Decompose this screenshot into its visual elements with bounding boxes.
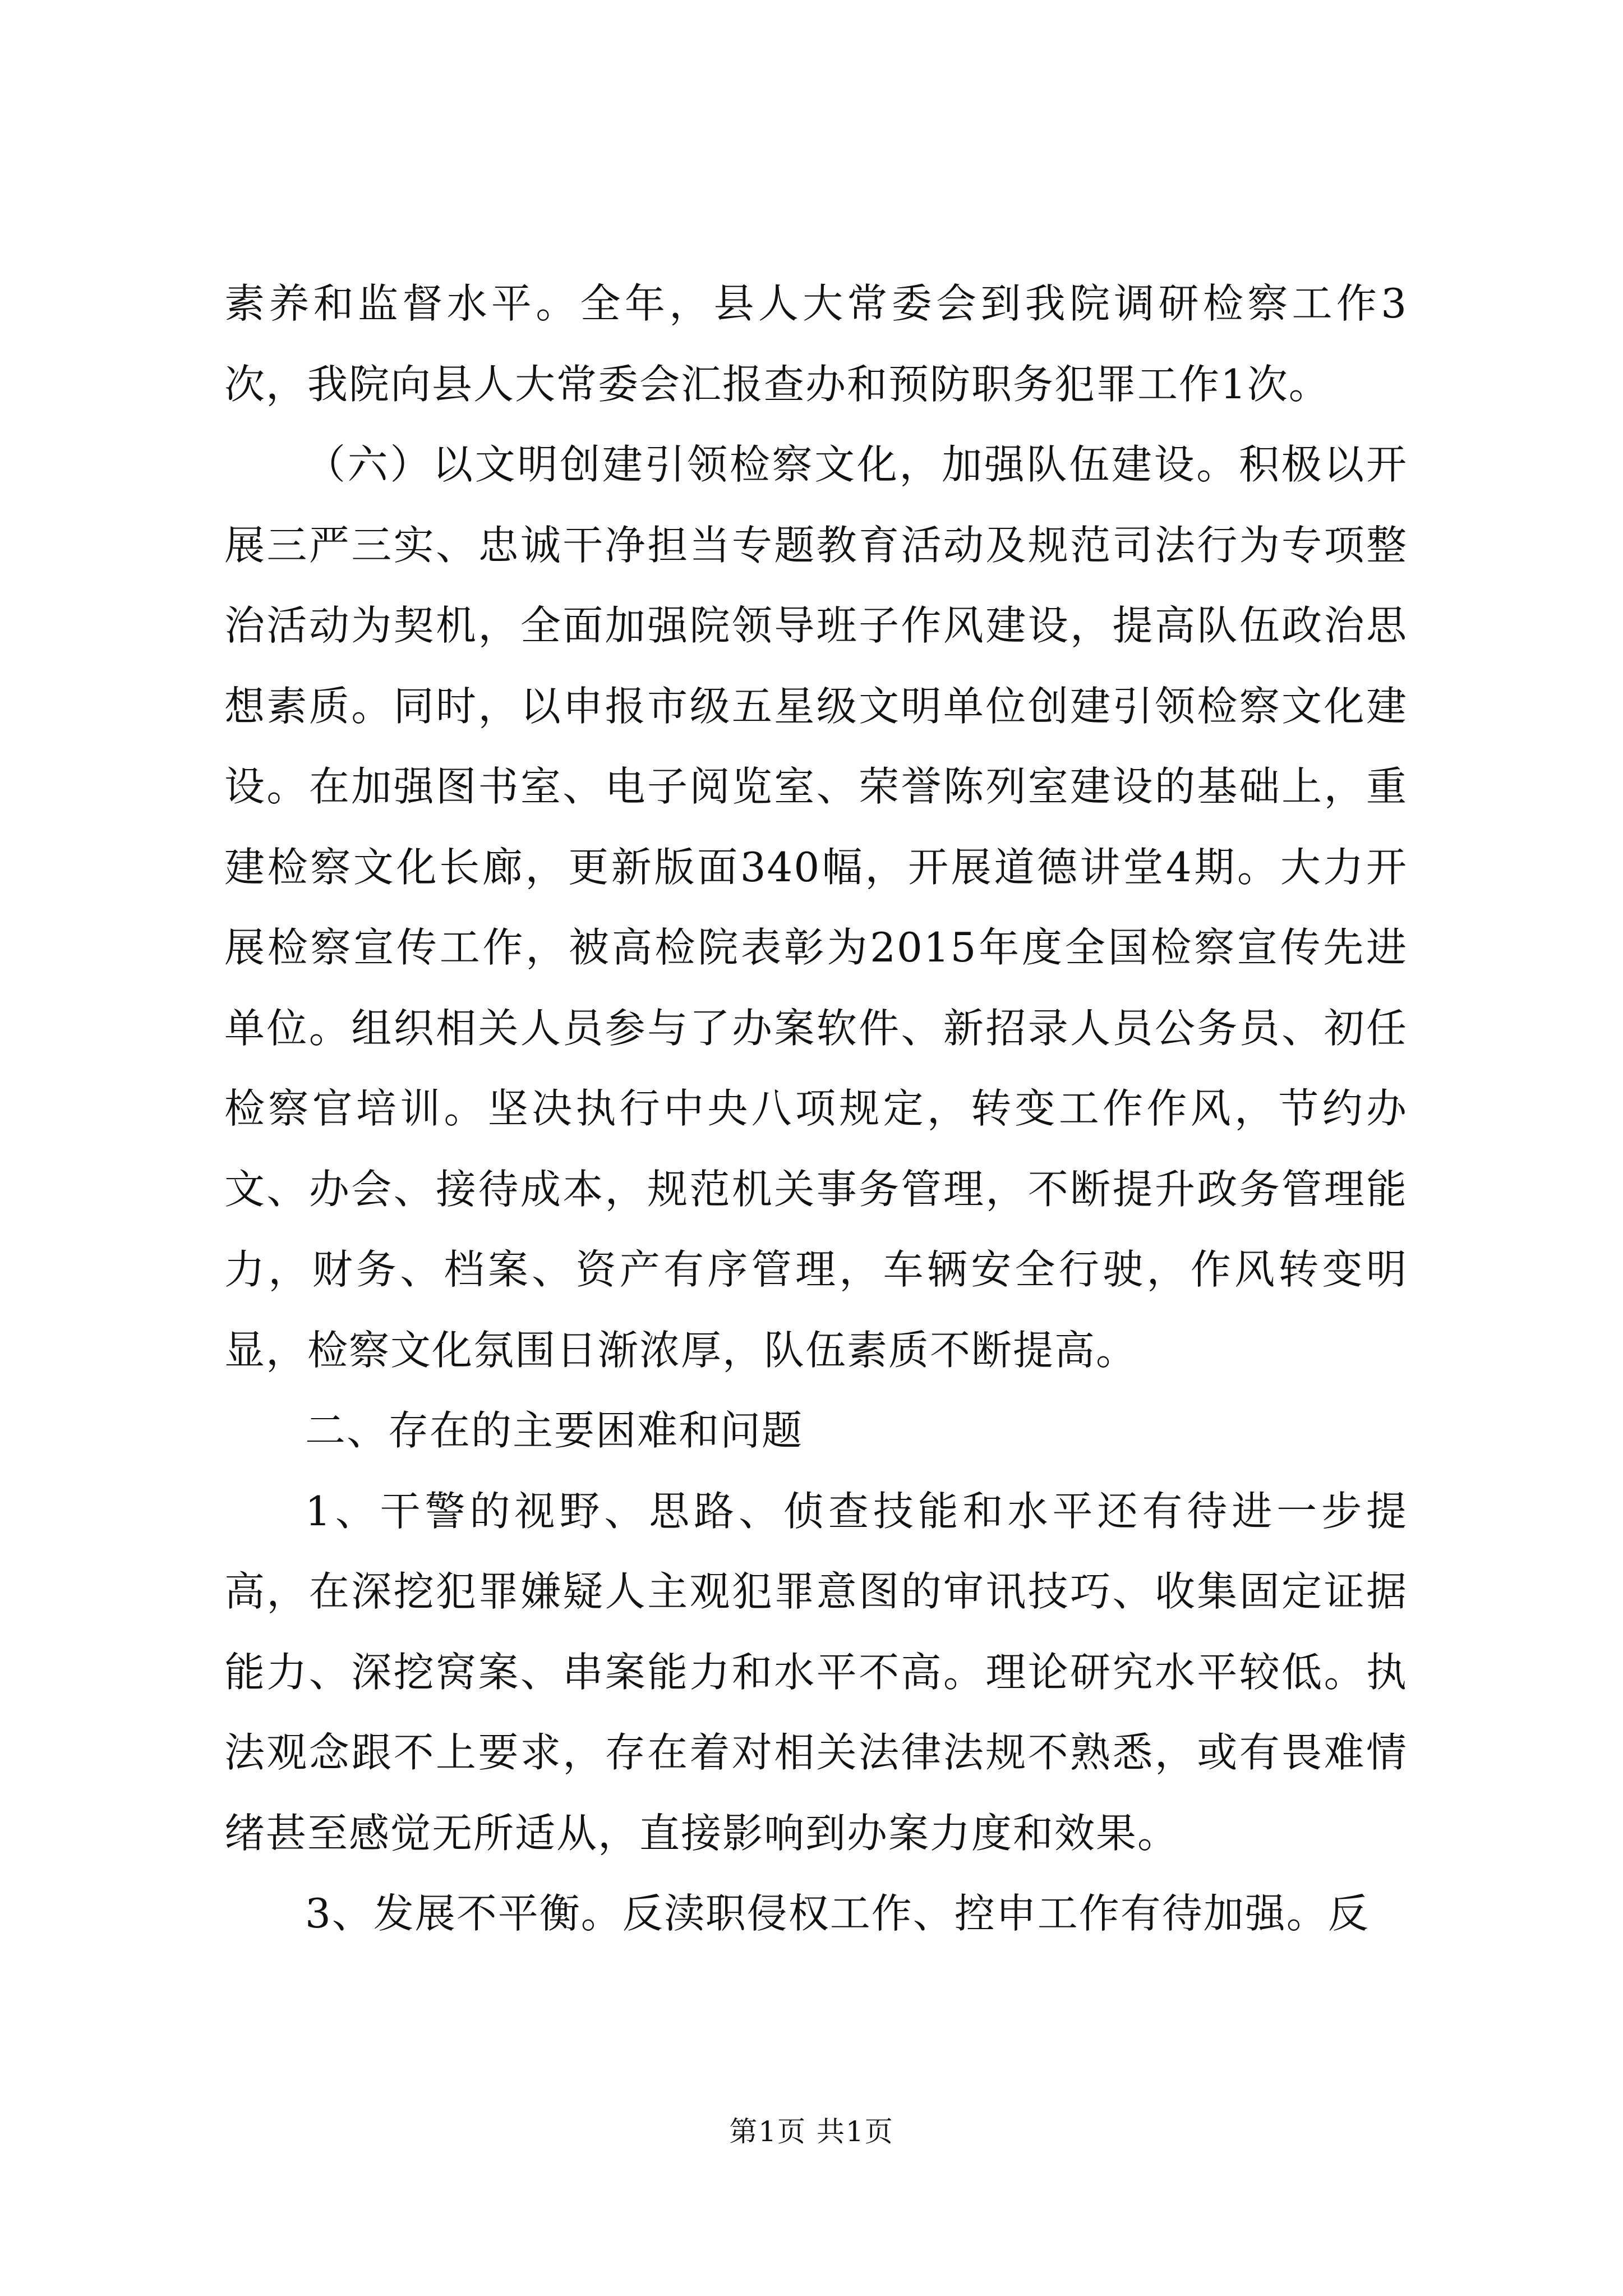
paragraph-team-building: （六）以文明创建引领检察文化，加强队伍建设。积极以开展三严三实、忠诚干净担当专题教育活动及规范司法行为专项整治活动为契机，全面加强院领导班子作风建设，提高队伍政治思想素质。同时，以申报市级五星级文明单位创建引领检察文化建设。在加强图书室、电子阅览室、荣誉陈列室建设的基础上，重建检察文化长廊，更新版面340幅，开展道德讲堂4期。大力开展检察宣传工作，被高检院表彰为2015年度全国检察宣传先进单位。组织相关人员参与了办案软件、新招录人员公务员、初任检察官培训。坚决执行中央八项规定，转变工作作风，节约办文、办会、接待成本，规范机关事务管理，不断提升政务管理能力，财务、档案、资产有序管理，车辆安全行驶，作风转变明显，检察文化氛围日渐浓厚，队伍素质不断提高。 (224, 441, 1408, 1374)
document-body (224, 264, 1408, 1954)
page-footer: 第1页 共1页 (729, 2115, 894, 2148)
paragraph-problem-1: 1、干警的视野、思路、侦查技能和水平还有待进一步提高，在深挖犯罪嫌疑人主观犯罪意图的审讯技巧、收集固定证据能力、深挖窝案、串案能力和水平不高。理论研究水平较低。执法观念跟不上要求，存在着对相关法律法规不熟悉，或有畏难情绪甚至感觉无所适从，直接影响到办案力度和效果。 (224, 1487, 1408, 1857)
paragraph-continuation: 素养和监督水平。全年，县人大常委会到我院调研检察工作3次，我院向县人大常委会汇报查办和预防职务犯罪工作1次。 (224, 280, 1408, 408)
section-heading-problems: 二、存在的主要困难和问题 (305, 1407, 804, 1454)
paragraph-problem-3: 3、发展不平衡。反渎职侵权工作、控申工作有待加强。反 (305, 1890, 1370, 1937)
